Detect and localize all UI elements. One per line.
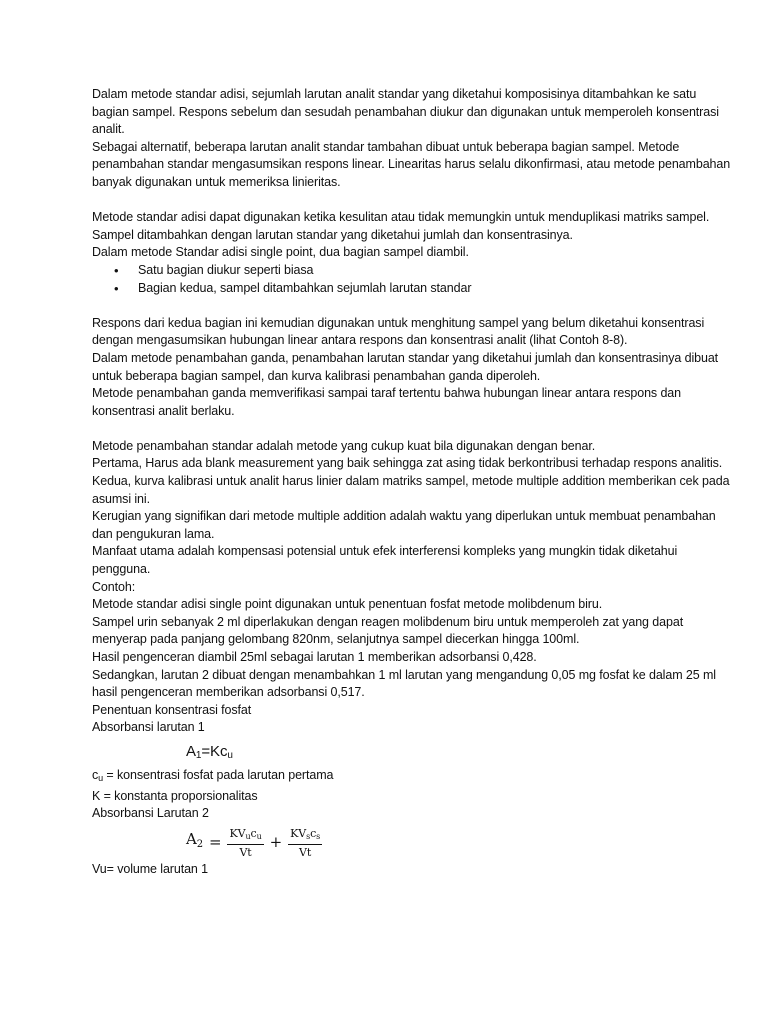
paragraph: Manfaat utama adalah kompensasi potensial untuk efek interferensi kompleks yang mungkin tidak diketahui pengguna.: [92, 544, 678, 577]
bullet-item: • Bagian kedua, sampel ditambahkan sejumlah larutan standar: [92, 280, 732, 298]
paragraph-gap: [92, 297, 732, 315]
paragraph-gap: [92, 420, 732, 438]
paragraph: Penentuan konsentrasi fosfat: [92, 702, 252, 717]
paragraph: Hasil pengenceran diambil 25ml sebagai larutan 1 memberikan adsorbansi 0,428.: [92, 650, 537, 664]
eq-lhs: $A_2$: [186, 830, 203, 851]
eq-symbol: A: [186, 742, 196, 760]
paragraph: Dalam metode standar adisi, sejumlah larutan analit standar yang diketahui komposisinya ditambahkan ke satu bagian sampel. Respons sebelum dan sesudah penambahan diukur dan digunakan untuk memperoleh konsentrasi analit.: [92, 87, 719, 137]
paragraph: Absorbansi larutan 1: [92, 720, 205, 735]
eq-plus: +: [269, 832, 283, 851]
definition-k: K = konstanta proporsionalitas: [92, 788, 258, 803]
paragraph: Dalam metode penambahan ganda, penambahan larutan standar yang diketahui jumlah dan konsentrasinya dibuat untuk beberapa bagian sampel, dan kurva kalibrasi penambahan ganda diperoleh.: [92, 350, 719, 383]
paragraph: Pertama, Harus ada blank measurement yang baik sehingga zat asing tidak berkontribusi terhadap respons analitis.: [92, 456, 723, 471]
bullet-item: • Satu bagian diukur seperti biasa: [92, 262, 732, 280]
equation-absorbance-2: [186, 827, 732, 859]
eq-equals: =: [209, 832, 222, 851]
paragraph: Sampel ditambahkan dengan larutan standar yang diketahui jumlah dan konsentrasinya.: [92, 227, 573, 242]
paragraph: Kerugian yang signifikan dari metode multiple addition adalah waktu yang diperlukan untuk membuat penambahan dan pengukuran lama.: [92, 509, 716, 541]
paragraph: Metode penambahan standar adalah metode yang cukup kuat bila digunakan dengan benar.: [92, 438, 596, 453]
definition-vu: Vu= volume larutan 1: [92, 861, 209, 876]
paragraph: Dalam metode Standar adisi single point, dua bagian sampel diambil.: [92, 245, 469, 260]
eq-subscript: u: [227, 749, 233, 761]
paragraph: Metode standar adisi dapat digunakan ketika kesulitan atau tidak memungkin untuk menduplikasi matriks sampel.: [92, 210, 710, 225]
definition-cu: $c_u$ = konsentrasi fosfat pada larutan pertama: [92, 767, 334, 783]
paragraph: Sampel urin sebanyak 2 ml diperlakukan dengan reagen molibdenum biru untuk memperoleh zat yang dapat menyerap pada panjang gelombang 820nm, selanjutnya sampel diecerkan hingga 100ml.: [92, 614, 684, 647]
eq-subscript: 1: [195, 749, 202, 761]
paragraph: Sebagai alternatif, beberapa larutan analit standar tambahan dibuat untuk beberapa bagian sampel. Metode penambahan standar mengasumsikan respons linear. Linearitas harus selalu dikonfirmasi, atau metode penambahan banyak digunakan untuk memeriksa linieritas.: [92, 139, 731, 189]
paragraph: Metode standar adisi single point digunakan untuk penentuan fosfat metode molibdenum biru.: [92, 597, 603, 612]
paragraph: Respons dari kedua bagian ini kemudian digunakan untuk menghitung sampel yang belum diketahui konsentrasi dengan mengasumsikan hubungan linear antara respons dan konsentrasi analit (lihat Contoh 8-8).: [92, 315, 705, 348]
equation-absorbance-1: [186, 743, 732, 765]
document-body: [92, 86, 732, 878]
paragraph: Kedua, kurva kalibrasi untuk analit harus linier dalam matriks sampel, metode multiple addition memberikan cek pada asumsi ini.: [92, 474, 730, 506]
eq-symbol: =Kc: [201, 742, 228, 760]
paragraph: Absorbansi Larutan 2: [92, 806, 209, 821]
example-heading: Contoh:: [92, 579, 136, 594]
paragraph: Metode penambahan ganda memverifikasi sampai taraf tertentu bahwa hubungan linear antara respons dan konsentrasi analit berlaku.: [92, 386, 681, 418]
paragraph-gap: [92, 192, 732, 210]
paragraph: Sedangkan, larutan 2 dibuat dengan menambahkan 1 ml larutan yang mengandung 0,05 mg fosfat ke dalam 25 ml hasil pengenceran memberikan adsorbansi 0,517.: [92, 667, 716, 700]
fraction-1: $\frac{KV_uc_u}{Vt}$: [229, 826, 262, 859]
bullet-list: [92, 262, 732, 297]
fraction-2: $\frac{KV_sc_s}{Vt}$: [290, 826, 321, 859]
